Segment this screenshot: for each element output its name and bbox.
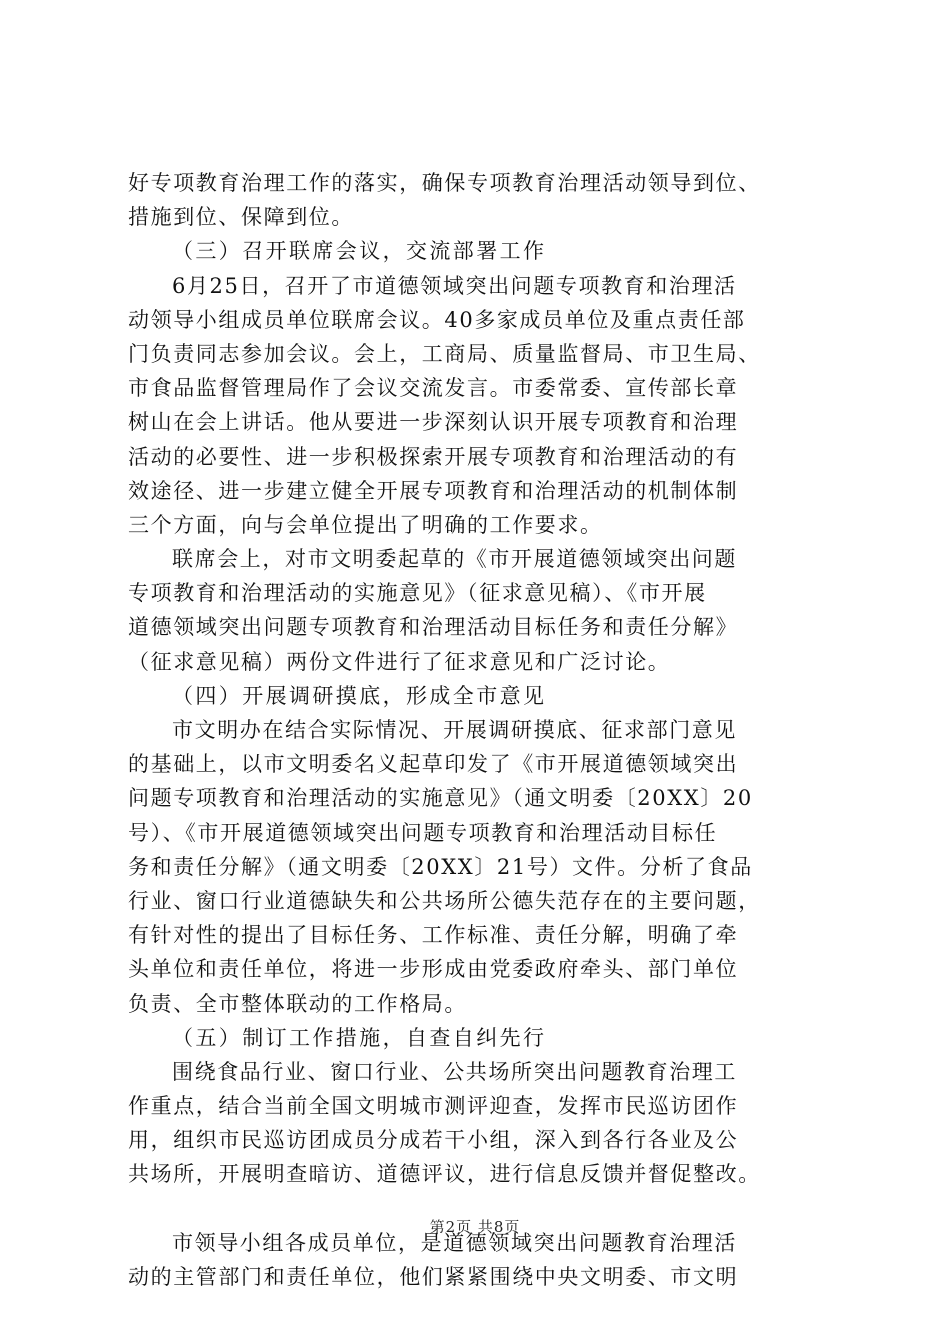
- text-line: 作重点，结合当前全国文明城市测评迎查，发挥市民巡访团作: [128, 1094, 739, 1119]
- text-line: 号）、《市开展道德领域突出问题专项教育和治理活动目标任: [128, 820, 718, 845]
- text-line: 有针对性的提出了目标任务、工作标准、责任分解，明确了牵: [128, 923, 739, 948]
- text-line: 行业、窗口行业道德缺失和公共场所公德失范存在的主要问题，: [128, 888, 761, 913]
- text-line: 共场所，开展明查暗访、道德评议，进行信息反馈并督促整改。: [128, 1162, 761, 1187]
- text-line: 三个方面，向与会单位提出了明确的工作要求。: [128, 512, 603, 537]
- page-footer: 第2页 共8页: [429, 1218, 521, 1236]
- text-line: 围绕食品行业、窗口行业、公共场所突出问题教育治理工: [172, 1059, 737, 1084]
- text-line: 市文明办在结合实际情况、开展调研摸底、征求部门意见: [172, 718, 737, 742]
- text-line: 好专项教育治理工作的落实，确保专项教育治理活动领导到位、: [128, 171, 761, 195]
- text-line: 的基础上，以市文明委名义起草印发了《市开展道德领域突出: [128, 752, 739, 777]
- text-line: 用，组织市民巡访团成员分成若干小组，深入到各行各业及公: [128, 1128, 739, 1153]
- section-heading: （三）召开联席会议，交流部署工作: [172, 239, 547, 264]
- section-heading: （五）制订工作措施，自查自纠先行: [172, 1025, 547, 1050]
- text-line: 联席会上，对市文明委起草的《市开展道德领域突出问题: [172, 547, 737, 572]
- text-line: 动领导小组成员单位联席会议。40多家成员单位及重点责任部: [128, 307, 746, 332]
- document-body: [128, 166, 840, 1294]
- text-line: 市食品监督管理局作了会议交流发言。市委常委、宣传部长章: [128, 376, 739, 401]
- section-heading: （四）开展调研摸底，形成全市意见: [172, 683, 547, 708]
- text-line: 问题专项教育和治理活动的实施意见》（通文明委〔20XX〕20: [128, 786, 753, 811]
- text-line: 6月25日，召开了市道德领域突出问题专项教育和治理活: [172, 273, 737, 298]
- text-line: 树山在会上讲话。他从要进一步深刻认识开展专项教育和治理: [128, 410, 739, 435]
- text-line: 门负责同志参加会议。会上，工商局、质量监督局、市卫生局、: [128, 341, 761, 366]
- text-line: 效途径、进一步建立健全开展专项教育和治理活动的机制体制: [128, 478, 739, 503]
- text-line: 道德领域突出问题专项教育和治理活动目标任务和责任分解》: [128, 615, 739, 640]
- text-line: 市领导小组各成员单位，是道德领域突出问题教育治理活: [172, 1230, 737, 1255]
- text-line: 措施到位、保障到位。: [128, 205, 354, 230]
- text-line: 动的主管部门和责任单位，他们紧紧围绕中央文明委、市文明: [128, 1265, 739, 1289]
- text-line: 头单位和责任单位，将进一步形成由党委政府牵头、部门单位: [128, 957, 739, 982]
- text-line: 活动的必要性、进一步积极探索开展专项教育和治理活动的有: [128, 444, 739, 469]
- text-line: （征求意见稿）两份文件进行了征求意见和广泛讨论。: [128, 649, 671, 674]
- text-line: 负责、全市整体联动的工作格局。: [128, 991, 467, 1016]
- text-line: 专项教育和治理活动的实施意见》（征求意见稿）、《市开展: [128, 581, 707, 606]
- text-line: 务和责任分解》（通文明委〔20XX〕21号）文件。分析了食品: [128, 854, 753, 879]
